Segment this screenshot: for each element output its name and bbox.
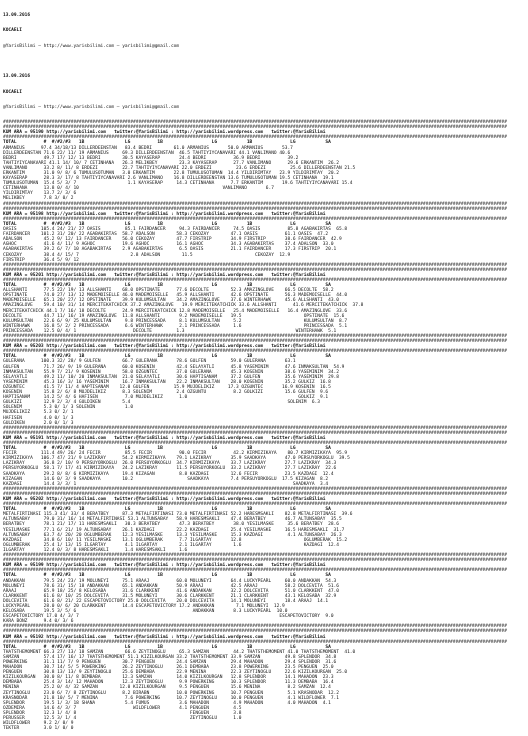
separator-line: ########################################################################################################################################################################################## [3,425,507,431]
race-row: HAPTISANAM 14.2 5/ 4/ 6 HAFISEN 7.0 MUJDELIKIZ 1.0 GOLKIZ 9.1 [3,395,329,401]
race-column-header: TOTAL # #/#2/#3 1B LG 1B LG 1B LG SA [3,573,331,579]
report-date: 13.09.2016 [3,13,31,19]
race-row: KELOSABA 19.5 3/ 5/ 6 ANDAKKAN 8.3 LUCKYPEARL 10.0 [3,609,288,615]
race-row: LAZIKRAY 36.8 2/ 10/ 9 PERSUYORKOGLU 26.0 PERSUYORKOGLU 34.7 KIRMIZIKAYA 33.7 LAZIKRAY 27.7 LAZIKRAY 34.3 [3,461,337,467]
separator-line: ########################################################################################################################################################################################## [3,430,507,436]
separator-line: ########################################################################################################################################################################################## [3,639,507,645]
race-row: KAZDAGI 34.8 6/ 10/ 11 YESILMASKE 13.1 OGLUMBERAK 7.7 ILGARTAY 12.8 OGLUMBERAK 15.2 [3,537,348,543]
separator-line: ########################################################################################################################################################################################## [3,216,507,222]
race-row: KRASNODAR 21.8 10/ 5/ 7 MENINA 7.6 POWERKING 10.7 ZEYTINOGLU 10.0 PENGUEN 4.1 WILDFLOWER 7.1 [3,695,339,701]
separator-line: ########################################################################################################################################################################################## [3,558,507,564]
report-city: KOCAELI [3,28,22,34]
race-header: KUM ARA = 95203 http://yarisbilimi.com twitter:@YarisBilimi : http://yarisbilimi.wordpress.com twitter:@YarisBilimi [3,344,326,350]
race-row: KARA BONZ 9.4 0/ 3/ 6 [3,619,74,625]
race-row: GULDIKEN 2.0 0/ 1/ 3 [3,420,74,426]
race-row: PRINCESSADA 12.5 0/ 4/ 1 DECOLTE 1.3 WINTERHAWK 5.1 [3,328,337,334]
race-blocks [3,120,525,731]
race-row: DEMBABA 25.4 3/ 14/ 12 MAHADON 12.3 ZEYTINOGLU 9.9 POWERKING 10.3 SPLENDOR 11.3 DEMBABA 16.4 [3,680,334,686]
race-row: MENINA 25.2 0/ 4/ 32 SAMZAN 12.0 KIZILKOURGAN 9.5 PENGUEN 15.6 MENINA 8.2 SAMZAN 12.4 [3,685,331,691]
race-row: YASEMINIM 45.3 16/ 3/ 16 YASEMINIM 16.7 INMAKSULTAN 22.2 INMAKSULTAN 28.0 KOSENIN 35.2 GULKIZ 16.8 [3,379,331,385]
race-row: KIZILKOURGAN 30.0 8/ 11/ 8 DEMBABA 12.3 SAMZAN 14.0 KIZILKOURGAN 12.8 SPLENDOR 14.1 MAHADON 23.3 [3,675,334,681]
race-row: ARMANIUS 97.4 34/18/13 DILLERDEENSTAN 83.4 BEDRI 61.0 ARMANIUS 50.0 ARMANIUS 53.7 [3,145,293,151]
race-row: ESCAPETOVICTORY 17.0 4/ 3/ 7 ESCAPETOVICTORY 9.0 [3,614,334,620]
race-row: SAADKAYA 29.2 8/ 8/ 6 KIRMIZIKAYA 19.4 KIZAGAN 8.8 KAZDAGI 12.6 FECIR 23.5 KAZDAGI 12.4 [3,471,334,477]
race-row: KULUMSULTAN 22.6 6/ 9/ 25 KULUMSULTAN 9.8 PRINCESSADA 8.1 KULUMSULTAN 5.2 KULUMSULTAN 8.7 [3,318,348,324]
race-row: GULFEN 71.7 26/ 9/ 19 GULERANA 60.0 KOSENIN 42.4 SELAYATLI 45.8 YASEMINIM 47.6 INMAKSULTAN 54.9 [3,364,345,370]
race-column-header: TOTAL # #/#2/#3 1B LG 1B LG 1B LG SA [3,644,331,650]
separator-line: ########################################################################################################################################################################################## [3,277,507,283]
race-row: OPSTINATE 74.0 27/ 13/ 12 MADEMOISELLE 46.0 MADEMOISELLE 45.9 ALLSHANTI 42.6 OPSTINATE 56.3 MADEMOISELLE 44.0 [3,293,348,299]
separator-line: ########################################################################################################################################################################################## [3,502,507,508]
race-row: MAHADON 30.7 14/ 5/ 5 POWERKING 26.2 ZEYTINOGLU 26.1 DEMBABA 23.8 POWERKING 23.5 PENGUEN 25.0 [3,665,334,671]
race-column-header: TOTAL # #/#2/#3 1B LG 1B LG 1B LG SA [3,446,331,452]
race-row: WILDFLOWER 9.2 2/ 0/ 9 [3,721,74,727]
race-header: KUM ARA = 95192 http://yarisbilimi.com twitter:@YarisBilimi : http://yarisbilimi.wordpress.com twitter:@YarisBilimi [3,634,326,640]
race-row: BERATBEY 78.1 21/ 17/ 11 HARESMSAKLI 30.3 BERATBEY 47.3 BERATBEY 38.0 YESILMASKE 35.6 BERATBEY 28.6 [3,522,339,528]
race-row: BEDRI 49.7 17/ 12/ 13 BEDRI 30.5 KAYASERAP 24.4 BEDRI 36.9 BEDRI 39.2 [3,155,299,161]
separator-line: ########################################################################################################################################################################################## [3,201,507,207]
separator-line: ########################################################################################################################################################################################## [3,120,507,126]
race-row: TEKTER 3.0 1/ 0/ 0 [3,726,74,732]
race-row: THATSTHEMOMENT 66.3 27/ 13/ 18 SAMZAN 66.6 ZEYTINOGLU 65.3 SAMZAN 44.2 THATSTHEMOMENT 41.0 THATSTHEMOMENT 41.0 [3,649,356,655]
race-row: KAYASERAP 28.3 3/ 17/ 8 TAHTIYIYCANAVARI 2.6 VANLIMANO 16.8 DILLERDEENSTAN 13.6 TUMULUSOTUMAN 19.5 CETINHANA 19.1 [3,176,334,182]
race-row: MUJDELIKIZ 5.3 0/ 2/ 1 [3,410,74,416]
race-row: METALFIRTINASI 115.3 41/ 33/ 4 BERATBEY 87.3 METALFIRTINASI 73.0 METALFIRTINASI 52.2 HARESMSAKLI 82.8 METALFIRTINASI 39.6 [3,512,353,518]
race-row: SPLENDOR 19.5 1/ 3/ 18 SHANA 5.4 FUMUS 3.6 MAHADON 4.9 MAHADON 4.0 MAHADON 4.1 [3,700,331,706]
separator-line: ########################################################################################################################################################################################## [3,491,507,497]
race-row: ALLSHANTI 77.5 22/ 19/ 13 ALLSHANTI 68.0 OPSTINATE 77.6 DECOLTE 52.3 AMAZINGLOVE 66.5 DECOLTE 58.2 [3,288,334,294]
race-row: AGHOC 41.6 4/ 11/ 9 AGHOC 19.6 AGHOC 16.1 AGHOC 34.3 AGABAKIRTAS 37.4 ADALSON 33.0 [3,242,334,248]
separator-line: ########################################################################################################################################################################################## [3,440,507,446]
race-row: LUCKYPEARL 28.0 0/ 6/ 20 CLARKKENT 14.4 ESCAPETOVICTORY 17.2 ANDAKKAN 7.1 MOLUNEYI 12.9 [3,603,285,609]
race-row: ADALSON 45.2 9/ 12/ 13 FAIRDANCER 56.0 CEKOZAY 47.7 FIRSTRIP 34.9 FIRSTRIP 38.6 FAIRDANCER 42.9 [3,237,342,243]
race-column-header: TOTAL # #/#2/#3 1B LG 1B LG 1B LG SA [3,507,331,513]
race-row: MOLUNEYI 78.6 31/ 15/ 18 ANDAKKAN 65.1 ANDAKKAN 50.9 ARAAJ 42.5 ARAAJ 58.2 DOLCEVITA 51.6 [3,583,339,589]
race-row: MERCITEKATCHICK 44.1 7/ 16/ 18 DECOLTE 24.9 MERCITEKATCHICK 12.8 MADEMOISELLE 25.4 MADEMOISELLE 16.4 AMAZINGLOVE 33.6 [3,308,348,314]
separator-line: ########################################################################################################################################################################################## [3,339,507,345]
race-column-header: TOTAL # #/#2/#3 1B LG 1B LG 1B LG SA [3,221,331,227]
race-column-header: TOTAL # #/#2/#3 1B LG 1B LG 1B LG SA [3,283,331,289]
separator-line: ########################################################################################################################################################################################## [3,267,507,273]
separator-line: ########################################################################################################################################################################################## [3,334,507,339]
race-row: YILDIRIMTAY 13.7 2/ 3/ 6 [3,191,77,197]
race-row: OGLUMBERAK 25.4 1/ 13/ 15 ILGARTAY 4.1 ILGARTAY 2.1 ILGARTAY 1.6 KAZDAGI 12.4 [3,542,339,548]
race-row: AMAZINGLOVE 59.4 10/ 31/ 14 MERCITEKATCHICK 37.2 AMAZINGLOVE 19.9 MERCITEKATCHICK 33.6 ALLSHANTI 41.6 MERCITEKATCHICK 37.8 [3,303,364,309]
race-row: CEKOZAY 38.4 4/ 15/ 7 2.8 ADALSON 11.5 CEKOZAY 12.9 [3,252,291,258]
race-row: DOLCEVITA 61.6 8/ 21/ 22 ESCAPETOVICTORY 25.0 DOLCEVITA 20.0 DOLCEVITA 14.1 MOLUNEYI 18.4 ARAAJ 14.1 [3,598,329,604]
separator-line: ########################################################################################################################################################################################## [3,553,507,559]
race-row: INMAKSULTAN 55.9 7/ 21/ 9 KOSENIN 58.0 OZGUNTEC 37.0 GULERANA 45.3 KOSENIN 38.6 YASEMINIM 34.2 [3,369,339,375]
separator-line: ########################################################################################################################################################################################## [3,206,507,212]
race-header: KUM ARA = 95199 http://yarisbilimi.com twitter:@YarisBilimi : http://yarisbilimi.wordpress.com twitter:@YarisBilimi [3,563,326,569]
race-row: KIZAGAN 14.6 0/ 3/ 9 SAADKAYA 10.2 SAADKAYA 7.4 PERSUYORKOGLU 17.5 KIZAGAN 8.2 [3,476,329,482]
race-row: FAIRDANCER 101.2 31/ 20/ 22 AGABAKIRTAS 58.7 ADALSON 58.3 CEKOZAY 47.1 OASIS 61.1 OASIS 47.2 [3,232,329,238]
separator-line: ########################################################################################################################################################################################## [3,486,507,492]
race-row: ALTUNSABAY 79.0 31/ 16/ 14 METALFIRTINASI 53.1 ALTUNSABAY 58.9 HARESMSAKLI 47.4 BERATBEY 46.7 ALTUNSABAY 35.5 [3,517,342,523]
race-row: OZDEMIRA 14.6 4/ 3/ 7 WILDFLOWER 4.1 PENGUEN 4.5 [3,705,242,711]
race-header: KUM ARA = 95201 http://yarisbilimi.com twitter:@YarisBilimi : http://yarisbilimi.wordpress.com twitter:@YarisBilimi [3,272,326,278]
race-row: FIRSTRIP 36.4 5/ 9/ 12 [3,257,79,263]
race-row: VANLIMANO 33.2 8/ 11/ 8 ERDEZI 22.7 TAHTIYIYCANAVARI 22.0 ERDEZI 23.6 ERDEZI 25.6 DILLERDEENSTAN 21.5 [3,165,356,171]
race-row: KIRMIZIKAYA 106.7 47/ 21/ 9 LAZIKRAY 54.2 KIRMIZIKAYA 79.1 LAZIKRAY 35.9 SAADKAYA 47.0 PERSUYORKOGLU 39.5 [3,456,350,462]
separator-line: ########################################################################################################################################################################################## [3,624,507,630]
race-row: WINTERHAWK 16.8 5/ 2/ 2 PRINCESSADA 6.6 WINTERHAWK 2.1 PRINCESSADA 1.6 PRINCESSADA 5.1 [3,323,348,329]
race-row: MELIKBEY 7.8 3/ 0/ 2 [3,196,74,202]
race-row: CLARKKENT 61.6 8/ 10/ 25 DOLCEVITA 31.5 MOLUNEYI 30.6 CLARKKENT 21.1 CLARKKENT 43.1 KELOSABA 32.9 [3,593,337,599]
race-row: SPLENDOR 12.3 1/ 4/ 8 FENGUEN 3.8 [3,710,242,716]
race-column-header: TOTAL # #/#2/#3 1B LG 1B LG 1B LG SA [3,140,331,146]
report-date-repeat: 13.09.2016 [3,74,31,80]
race-row: PERUSSER 12.5 3/ 1/ 4 ZEYTINOGLU 1.0 [3,716,242,722]
race-row: ARAAJ 65.9 18/ 25/ 8 KELOSABA 31.6 CLARKKENT 41.6 ANDAKKAN 32.2 DOLCEVITA 51.0 CLARKKENT 47.0 [3,588,339,594]
race-row: MADEMOISELLE 65.1 20/ 27/ 12 OPSTINATE 39.9 KULUMSULTAN 34.2 AMAZINGLOVE 37.6 WINTERHAWK 45.6 ALLSHANTI 43.0 [3,298,339,304]
race-row: SELAYATLI 49.2 11/ 10/ 20 INMAKSULTAN 21.0 SELAYATLI 30.6 HAPTISANAM 37.2 GULFEN 35.6 YASEMINIM 29.8 [3,374,339,380]
separator-line: ########################################################################################################################################################################################## [3,349,507,355]
separator-line: ########################################################################################################################################################################################## [3,568,507,574]
race-row: FECIR 111.4 49/ 26/ 24 FECIR 85.5 FECIR 90.0 FECIR 42.2 KIRMIZIKAYA 80.7 KIRMIZIKAYA 95.9 [3,451,348,457]
race-row: TUMULUSOTUMAN 15.4 5/ 3/ 7 1.1 KAYASERAP 14.3 CETINHANA 7.7 ERKANTIM 19.6 TAHTIYIYCANAVARI 15.4 [3,181,353,187]
brand-line: @YarisBilimi — http://www.yarisbilimi.com — yarisbilimi@gmail.com [3,43,180,49]
separator-line: ########################################################################################################################################################################################## [3,135,507,141]
race-row: TAHTIYIYCANAVARI 41.1 14/ 10/ 7 CETINHANA 26.3 MELIKBEY 23.3 KAYASERAP 27.7 VANLIMANO 29.6 ERKANTIM 26.2 [3,160,339,166]
separator-line: ########################################################################################################################################################################################## [3,262,507,268]
race-row: ZEYTINOGLU 23.0 6/ 7/ 8 ZEYTINOGLU 8.2 BIRABN 10.0 POWERKING 10.7 PENGUEN 5.1 KRASNODAR 12.2 [3,690,339,696]
race-header: KUM ARA = 95190 http://yarisbilimi.com twitter:@YarisBilimi : http://yarisbilimi.wordpress.com twitter:@YarisBilimi [3,130,326,136]
document [3,3,525,732]
race-row: ILGARTAY 12.4 0/ 3/ 8 HARESMSAKLI 1.4 HARESMSAKLI 1.6 [3,547,188,553]
race-row: PERSUYORKOGLU 58.1 7/ 17/ 41 KIRMIZIKAYA 24.2 LAZIKRAY 11.5 PERSUYORKOGLU 33.2 LAZIKRAY 27.7 LAZIKRAY 22.6 [3,466,337,472]
race-row: KOSENIN 15.8 2/ 6/ 8 MUJDELIKIZ 8.3 SOLENIM 2.4 OZGUNTU 8.2 GOLKIZI 15.6 GULFEN 9.6 [3,390,329,396]
separator-line: ########################################################################################################################################################################################## [3,629,507,635]
race-row: GULKIZI 12.9 2/ 3/ 4 GULDIKEN 5.4 SOLENIM 6.3 [3,400,320,406]
race-row: SOLENIM 5.3 0/ 1/ 3 SOLENIN 1.0 [3,405,134,411]
race-row: PENGUEN 30.8 13/ 13/ 9 ZEYTINOGLU 25.6 DEMBABA 22.9 MENINA 22.3 ZEYTINOGLU 22.6 KIZILKOURGAN 25.0 [3,670,348,676]
race-row: OASIS 105.4 24/ 21/ 27 OASIS 85.1 FAIRDANCER 94.3 FAIRDANCER 74.5 OASIS 85.8 AGABAKIRTAS 65.8 [3,227,348,233]
race-row: DILLERDEENSTAN 71.6 22/ 11/ 19 ARMANIUS 69.3 DILLERDEENSTAN 46.5 TAHTIYIYCANAVARI 44.1 VANLIMANO 40.6 [3,150,291,156]
race-row: KAZDAGI 14.4 3/ 3/ 1 SAADKAYA 3.4 [3,481,329,487]
race-row: ERKANTIM 31.0 9/ 8/ 6 TUMULUSOTUMAN 3.0 ERKANTIM 22.8 TUMULUSOTUMAN 14.4 YILDIRIMTAY 23.9 YILDIRIMTAY 20.2 [3,171,339,176]
race-row: OZGUNTEC 41.5 7/ 11/ 4 HAPTISANAM 12.0 GULFEN 15.9 MUJDELIKIZ 17.3 OZGUNTEC 16.9 KOSENIN 16.5 [3,384,331,390]
race-row: ALTUNSABAY 63.7 4/ 20/ 20 OGLUMBERAK 12.3 YESILMASKE 13.3 YESILMASKE 15.3 KAZDAGI 4.1 ALTUNSABAY 26.3 [3,532,342,538]
race-header: KUM ARA = 95198 http://yarisbilimi.com twitter:@YarisBilimi : http://yarisbilimi.wordpress.com twitter:@YarisBilimi [3,211,326,217]
race-row: POWERKING 31.1 11/ 7/ 9 PENGUEN 30.7 PENGUEN 24.4 SAMZAN 29.4 MAHADON 29.4 SPLENDOR 31.6 [3,660,337,665]
report-city-repeat: KOCAELI [3,89,22,95]
race-row: SAMZAN 57.4 17/ 16/ 17 THATSTHEMOMENT 51.1 KIZILKOURGAN 33.2 THATSTHEMOMENT 33.9 SAMZAN 49.8 SPLENDOR 34.8 [3,654,337,660]
race-row: YESILMASKE 77.1 6/ 21/ 19 ALTUNSABAY 26.1 KAZDAGI 22.2 KAZDAGI 25.4 YESILMASKE 16.5 HARESMSAKLI 31.7 [3,527,345,533]
race-row: DECOLTE 44.7 11/ 16/ 19 AMAZINGLOVE 11.8 ALLSHANTI 9.2 MADEMOISELLE 19.5 OPSTINATE 15.6 [3,313,345,319]
race-header: KUM ARA = 95191 http://yarisbilimi.com twitter:@YarisBilimi : http://yarisbilimi.wordpress.com twitter:@YarisBilimi [3,435,326,441]
race-row: GULERANA 100.3 32/ 28/ 9 GULFEN 66.7 GULERANA 78.6 GULFEN 59.0 GULERANA 63.1 [3,359,296,365]
race-row: CETINHANA 13.8 0/ 4/ 10 VANLIMANO 6.7 [3,186,274,192]
separator-line: ########################################################################################################################################################################################## [3,125,507,131]
race-row: ANDAKKAN 79.5 24/ 23/ 19 MOLUNEYI 75.1 ARAAJ 60.0 MOLUNEYI 64.4 LUCKYPEARL 60.0 ANDAKKAN 54.3 [3,578,337,584]
brand-line-repeat: @YarisBilimi — http://www.yarisbilimi.com — yarisbilimi@gmail.com [3,104,180,110]
race-row: HAFISEN 4.0 0/ 1/ 3 [3,415,74,421]
race-column-header: TOTAL # #/#2/#3 1B LG 1B LG 1B LG SA [3,354,331,360]
race-row: AGABAKIRTAS 39.2 6/ 7/ 10 AGABAKIRTAS 2.9 AGABAKIRTAS 6.5 OASIS 21.1 FAIRDANCER 17.3 FIRSTRIP 20.1 [3,247,337,253]
spacer [3,59,525,64]
race-header: KUM ARA = 95202 http://yarisbilimi.com twitter:@YarisBilimi : http://yarisbilimi.wordpress.com twitter:@YarisBilimi [3,497,326,502]
